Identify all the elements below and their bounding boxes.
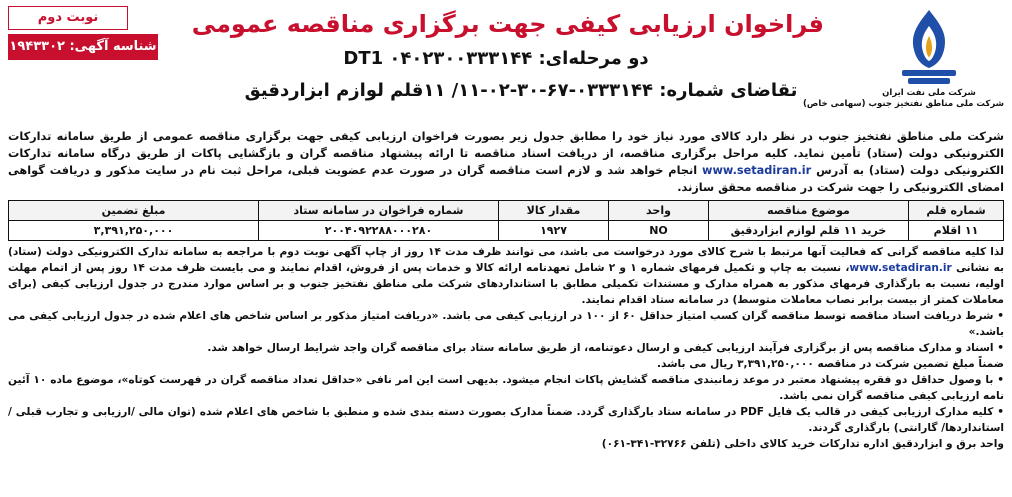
tender-table	[8, 200, 1004, 241]
rule-bullet-2: • اسناد و مدارک مناقصه پس از برگزاری فرآیند ارزیابی کیفی و ارسال دعوتنامه، از طریق سامانه ستاد برای مناقصه گران واجد شرایط ارسال خواهد شد.	[207, 342, 1004, 354]
cell-subject: خرید ۱۱ قلم لوازم ابزاردقیق	[709, 221, 909, 241]
logo-company-name-1: شرکت ملی نفت ایران	[882, 88, 976, 98]
rule-bullet-2-cont: ضمناً مبلغ تضمین شرکت در مناقصه ۳,۳۹۱,۲۵۰,۰۰۰ ریال می باشد.	[656, 358, 1004, 370]
cell-quantity: ۱۹۲۷	[499, 221, 609, 241]
stage-line: دو مرحله‌ای: DT1 ۰۴۰۲۳۰۰۳۳۳۱۴۴	[343, 48, 649, 69]
setad-link[interactable]: www.setadiran.ir	[702, 164, 812, 177]
rule-bullet-3: • با وصول حداقل دو فقره پیشنهاد معتبر در موعد زمانبندی مناقصه گشایش پاکات انجام میشود. بدیهی است این امر نافی «حداقل تعداد مناقصه گران در فهرست کوتاه»، موضوع ماده ۱۰ آئین نامه ارزیابی کیفی مناقصه گران نمی باشد.	[8, 374, 1004, 402]
table-header-row	[9, 201, 1004, 221]
company-logo	[803, 6, 1004, 124]
rules-p1-text-b: ، نسبت به چاپ و تکمیل فرمهای شماره ۱ و ۲ شامل تعهدنامه ارائه کالا و خدمات پس از فروش، اقدام نمایند و می بایست ظرف مدت ۱۴ روز پس از اتمام مهلت اولیه، نسبت به بارگذاری فرمهای مذکور به همراه مدارک و مستندات تکمیلی مطابق با استانداردهای شرکت ملی مناطق نفتخیز جنوب و بر اساس موارد مندرج در جدول ارزیابی کیفی (برای معاملات کمتر از بیست برابر نصاب معاملات متوسط) در سامانه ستاد اقدام نمایند.	[8, 262, 1004, 306]
intro-paragraph	[8, 128, 1004, 196]
col-guarantee: مبلغ تضمین	[9, 201, 259, 221]
col-quantity: مقدار کالا	[499, 201, 609, 221]
rules-paragraph-1	[8, 244, 1004, 308]
cell-unit: NO	[609, 221, 709, 241]
cell-item-number: ۱۱ اقلام	[909, 221, 1004, 241]
logo-company-name-2: شرکت ملی مناطق نفتخیز جنوب (سهامی خاص)	[803, 99, 1004, 109]
col-tender-number: شماره فراخوان در سامانه ستاد	[259, 201, 499, 221]
ad-id-badge: شناسه آگهی: ۱۹۴۳۳۰۲	[8, 34, 158, 60]
setad-link-2[interactable]: www.setadiran.ir	[849, 262, 952, 274]
cell-guarantee: ۳,۳۹۱,۲۵۰,۰۰۰	[9, 221, 259, 241]
rule-bullet-1: • شرط دریافت اسناد مناقصه توسط مناقصه گران کسب امتیاز حداقل ۶۰ از ۱۰۰ در ارزیابی کیفی می باشد. «دریافت امتیاز مذکور بر اساس شاخص های اعلام شده در جدول ارزیابی کیفی می باشد.»	[8, 310, 1004, 338]
col-subject: موضوع مناقصه	[709, 201, 909, 221]
request-number: تقاضای شماره: ۰۳۳۳۱۴۴-۶۷-۳۰-۰۲-۱۱/ ۱۱قلم لوازم ابزاردقیق	[244, 80, 798, 101]
cell-tender-number: ۲۰۰۴۰۹۲۲۸۸۰۰۰۲۸۰	[259, 221, 499, 241]
round-badge: نوبت دوم	[8, 6, 128, 30]
rules-section	[8, 244, 1004, 452]
notice-header	[8, 6, 1004, 128]
rule-bullet-4: • کلیه مدارک ارزیابی کیفی در قالب یک فایل PDF در سامانه ستاد بارگذاری گردد. ضمناً مدارک بصورت دسته بندی شده و منطبق با شاخص های اعلام شده (توان مالی /ارزیابی و تجارب قبلی /استانداردها/ گارانتی) بارگذاری گردند.	[8, 406, 1004, 434]
intro-text-1: شرکت ملی مناطق نفتخیز جنوب در نظر دارد کالای مورد نیاز خود را مطابق جدول زیر بصورت فراخوان ارزیابی کیفی جهت برگزاری مناقصه عمومی از طریق سامانه تدارکات الکترونیکی دولت (ستاد) تأمین نماید. کلیه مراحل برگزاری مناقصه، از دریافت اسناد مناقصه تا ارائه پیشنهاد مناقصه گران و بازگشایی پاکات از طریق درگاه سامانه تدارکات الکترونیکی دولت (ستاد) به آدرس	[8, 130, 1005, 177]
intro-text-2: انجام خواهد شد و لازم است مناقصه گران در صورت عدم عضویت قبلی، مراحل ثبت نام در سایت مذکور و دریافت گواهی امضای الکترونیکی را جهت شرکت در مناقصه محقق سازند.	[8, 164, 1004, 194]
badge-group	[8, 6, 158, 60]
col-item-number: شماره قلم	[909, 201, 1004, 221]
contact-footer: واحد برق و ابزاردقیق اداره تدارکات خرید کالای داخلی (تلفن ۳۲۷۶۶-۳۴۱-۰۶۱)	[601, 438, 1004, 450]
rules-p1-text-a: لذا کلیه مناقصه گرانی که فعالیت آنها مرتبط با شرح کالای مورد درخواست می باشد، می توانند ظرف مدت ۱۴ روز از چاپ آگهی نوبت دوم با مراجعه به سامانه تدارک الکترونیکی دولت (ستاد) به نشانی	[8, 246, 1004, 274]
nioc-flame-logo-icon	[894, 6, 964, 88]
col-unit: واحد	[609, 201, 709, 221]
table-row	[9, 221, 1004, 241]
notice-title: فراخوان ارزیابی کیفی جهت برگزاری مناقصه عمومی	[191, 10, 824, 38]
